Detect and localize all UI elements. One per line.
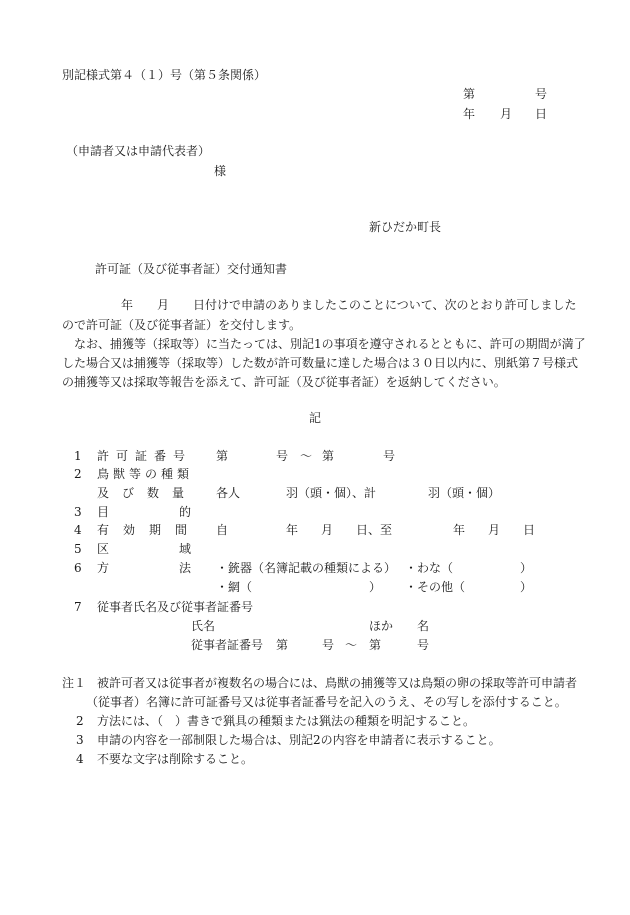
body-date-month: 月	[157, 298, 170, 312]
item-1-tilde: ～	[300, 449, 313, 463]
item-1-dai-1: 第	[216, 449, 229, 463]
body-date-year: 年	[121, 298, 134, 312]
item-2-label: 鳥獣等の種類	[97, 467, 194, 481]
doc-date-month: 月	[500, 107, 513, 121]
note-4-number: 4	[76, 752, 84, 766]
recipient-label: （申請者又は申請代表者）	[66, 144, 211, 158]
item-2-unit-1: 羽（頭・個）、計	[286, 486, 377, 500]
body-line-2: ので許可証（及び従事者証）を交付します。	[62, 318, 302, 332]
item-2-each: 各人	[216, 486, 241, 500]
item-4-year-1: 年	[286, 523, 299, 537]
doc-title: 許可証（及び従事者証）交付通知書	[95, 262, 288, 276]
item-4-label: 有効期間	[97, 523, 202, 537]
body-line-1: 日付けで申請のありましたこのことについて、次のとおり許可しました	[193, 298, 577, 312]
doc-date-year: 年	[463, 107, 476, 121]
recipient-honorific: 様	[214, 164, 227, 178]
note-3: 申請の内容を一部制限した場合は、別記2の内容を申請者に表示すること。	[97, 733, 501, 747]
ki-heading: 記	[309, 411, 322, 425]
item-4-number: 4	[74, 523, 82, 537]
item-3-number: 3	[74, 505, 82, 519]
method-trap-close: ）	[520, 561, 533, 575]
method-firearms: ・銃器（名簿記載の種類による）	[216, 561, 397, 575]
item-4-year-2: 年	[453, 523, 466, 537]
item-7-label: 従事者氏名及び従事者証番号	[97, 600, 254, 614]
worker-mei: 名	[417, 619, 430, 633]
item-5-number: 5	[74, 542, 82, 556]
body-line-5: の捕獲等又は採取等報告を添えて、許可証（及び従事者証）を返納してください。	[62, 375, 506, 389]
item-4-month-2: 月	[488, 523, 501, 537]
note-2: 方法には、（ ）書きで猟具の種類または猟法の種類を明記すること。	[97, 714, 476, 728]
item-1-label: 許可証番号	[97, 449, 193, 463]
note-2-number: 2	[76, 714, 84, 728]
worker-hoka: ほか	[369, 619, 394, 633]
method-net-close: ）	[369, 580, 382, 594]
worker-cert-label: 従事者証番号	[191, 638, 264, 652]
doc-date-day: 日	[535, 107, 548, 121]
worker-cert-go-2: 号	[417, 638, 430, 652]
item-3-label: 目的	[97, 505, 262, 519]
item-2-number: 2	[74, 467, 82, 481]
worker-name-label: 氏名	[191, 619, 216, 633]
item-2-sub-label: 及び数量	[97, 486, 198, 500]
note-3-number: 3	[76, 733, 84, 747]
item-4-day-1: 日、至	[356, 523, 393, 537]
note-1-line-2: （従事者）名簿に許可証番号又は従事者証番号を記入のうえ、その写しを添付すること。	[86, 695, 567, 709]
item-5-label: 区域	[97, 542, 262, 556]
item-1-go-1: 号	[276, 449, 289, 463]
worker-cert-tilde: ～	[345, 638, 358, 652]
note-1-prefix: 注１	[62, 676, 87, 690]
form-id: 別記様式第４（１）号（第５条関係）	[62, 68, 267, 82]
item-1-go-2: 号	[383, 449, 396, 463]
item-1-dai-2: 第	[322, 449, 335, 463]
worker-cert-dai-2: 第	[369, 638, 382, 652]
method-other: ・その他（	[405, 580, 466, 594]
item-4-from: 自	[216, 523, 229, 537]
method-other-close: ）	[520, 580, 533, 594]
item-4-day-2: 日	[523, 523, 536, 537]
method-net: ・網（	[216, 580, 253, 594]
item-7-number: 7	[74, 600, 82, 614]
body-line-4: した場合又は捕獲等（採取等）した数が許可数量に達した場合は３０日以内に、別紙第７号様式	[62, 356, 579, 370]
item-1-number: 1	[74, 449, 82, 463]
body-line-3: なお、捕獲等（採取等）に当たっては、別記1の事項を遵守されるとともに、許可の期間が満了	[74, 337, 586, 351]
item-2-unit-2: 羽（頭・個）	[428, 486, 501, 500]
item-6-number: 6	[74, 561, 82, 575]
issuer: 新ひだか町長	[369, 220, 442, 234]
note-4: 不要な文字は削除すること。	[97, 752, 254, 766]
worker-cert-go-1: 号	[322, 638, 335, 652]
worker-cert-dai-1: 第	[276, 638, 289, 652]
note-1-line-1: 被許可者又は従事者が複数名の場合には、鳥獣の捕獲等又は鳥類の卵の採取等許可申請者	[97, 676, 578, 690]
method-trap: ・わな（	[405, 561, 454, 575]
doc-number-go: 号	[535, 87, 548, 101]
item-6-label: 方法	[97, 561, 262, 575]
item-4-month-1: 月	[321, 523, 334, 537]
doc-number-dai: 第	[463, 87, 476, 101]
